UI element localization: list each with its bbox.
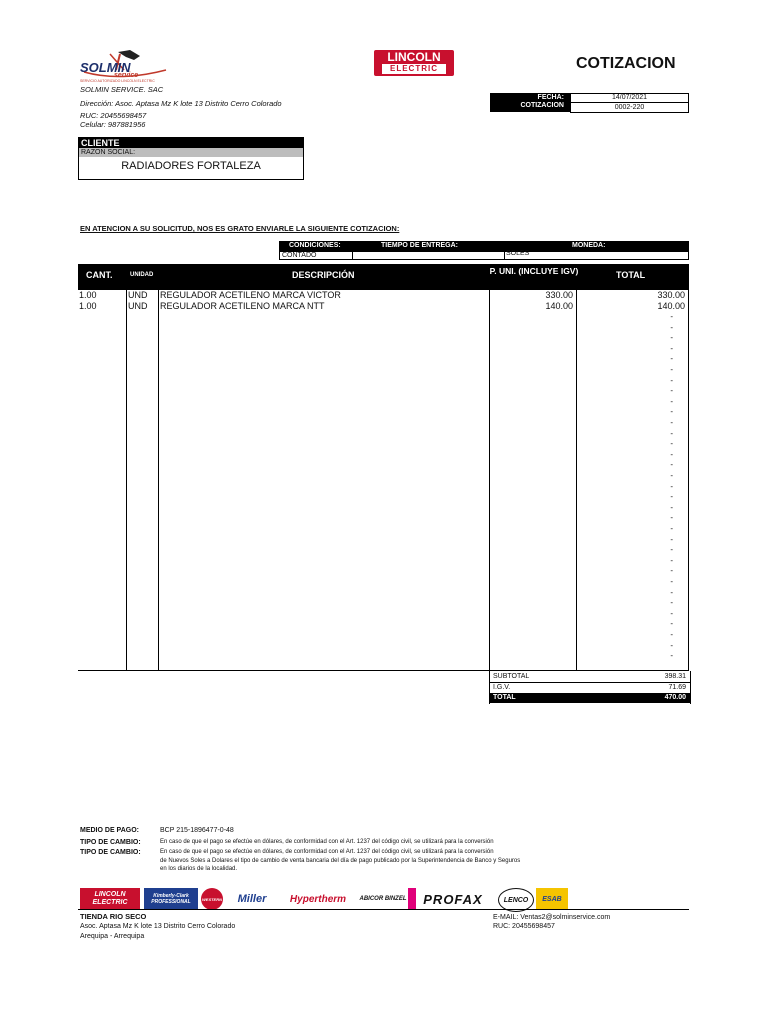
lincoln-logo-line2: ELECTRIC [382, 64, 446, 74]
empty-total-dash: - [670, 439, 673, 449]
intro-text: EN ATENCION A SU SOLICITUD, NOS ES GRATO ENVIARLE LA SIGUIENTE COTIZACION: [80, 224, 400, 233]
footer-address: Asoc. Aptasa Mz K lote 13 Distrito Cerro Colorado [80, 923, 236, 930]
empty-total-dash: - [670, 386, 673, 396]
empty-total-dash: - [670, 460, 673, 470]
empty-total-dash: - [670, 312, 673, 321]
header-puni: P. UNI. (INCLUYE IGV) [489, 266, 579, 276]
brand-binzel: ABICOR BINZEL [358, 888, 416, 910]
tipo-cambio-label-1: TIPO DE CAMBIO: [80, 839, 141, 846]
empty-total-dash: - [670, 354, 673, 364]
logo-tagline: SERVICIO AUTORIZADO LINCOLN ELECTRIC [80, 79, 155, 83]
moneda-label: MONEDA: [572, 242, 606, 249]
row-descripcion: REGULADOR ACETILENO MARCA NTT [160, 301, 325, 311]
footer-store: TIENDA RIO SECO [80, 912, 147, 921]
row-puni: 140.00 [545, 301, 573, 311]
condiciones-value: CONTADO [282, 252, 317, 259]
fecha-label: FECHA: [537, 94, 564, 101]
footer-city: Arequipa - Arrequipa [80, 933, 145, 940]
row-total: 140.00 [657, 301, 685, 311]
empty-total-dash: - [670, 555, 673, 565]
meta-labels [490, 93, 570, 112]
header-unidad: UNIDAD [130, 272, 154, 278]
brand-western: WESTERN [201, 888, 223, 910]
company-ruc: RUC: 20455698457 [80, 111, 147, 120]
header-total: TOTAL [616, 270, 646, 280]
empty-total-dash: - [670, 375, 673, 385]
empty-total-dash: - [670, 524, 673, 533]
razon-social-value: RADIADORES FORTALEZA [121, 160, 261, 172]
tipo-cambio-text-2a: En caso de que el pago se efectúe en dólares, de conformidad con el Art. 1237 del código civil, se utilizará para la conversión [160, 849, 494, 855]
col-divider [126, 290, 127, 670]
empty-total-dash: - [670, 566, 673, 576]
row-unidad: UND [128, 290, 148, 300]
row-total: 330.00 [657, 290, 685, 300]
total-value: 470.00 [664, 694, 686, 701]
lincoln-logo-line1: LINCOLN [387, 50, 441, 64]
empty-total-dash: - [670, 322, 673, 332]
company-name: SOLMIN SERVICE. SAC [80, 85, 164, 94]
empty-total-dash: - [670, 481, 673, 491]
header-cant: CANT. [86, 270, 113, 280]
empty-total-dash: - [670, 343, 673, 353]
col-divider [158, 290, 159, 670]
empty-total-dash: - [670, 396, 673, 406]
footer-divider [78, 909, 689, 910]
razon-social-label: RAZON SOCIAL: [79, 148, 303, 157]
igv-value: 71.69 [668, 684, 686, 691]
document-title: COTIZACION [576, 55, 676, 72]
brand-profax: PROFAX [423, 891, 483, 907]
footer-ruc: RUC: 20455698457 [493, 923, 555, 930]
row-puni: 330.00 [545, 290, 573, 300]
company-phone: Celular: 987881956 [80, 120, 146, 129]
brand-hypertherm: Hypertherm [289, 893, 347, 905]
company-address: Dirección: Asoc. Aptasa Mz K lote 13 Distrito Cerro Colorado [80, 99, 282, 108]
fecha-value: 14/07/2021 [571, 94, 688, 103]
brand-esab: ESAB [536, 888, 568, 910]
empty-total-dash: - [670, 545, 673, 555]
cotizacion-label: COTIZACION [520, 102, 564, 109]
brand-kimberly-clark: Kimberly-Clark PROFESSIONAL [144, 888, 198, 910]
empty-total-dash: - [670, 598, 673, 608]
empty-total-dash: - [670, 365, 673, 374]
medio-pago-value: BCP 215-1896477-0-48 [160, 827, 234, 834]
total-bar [490, 693, 690, 703]
items-table-body [78, 290, 689, 670]
tipo-cambio-label-2: TIPO DE CAMBIO: [80, 849, 141, 856]
tipo-cambio-text-1: En caso de que el pago se efectúe en dólares, de conformidad con el Art. 1237 del código civil, se utilizará para la conversión [160, 839, 494, 845]
header-descripcion: DESCRIPCIÓN [292, 270, 355, 280]
empty-total-dash: - [670, 407, 673, 417]
cotizacion-value: 0002-220 [614, 104, 645, 111]
condiciones-label: CONDICIONES: [289, 242, 341, 249]
empty-total-dash: - [670, 471, 673, 480]
empty-total-dash: - [670, 449, 673, 459]
logo-text: SOLMIN [80, 60, 131, 75]
subtotal-label: SUBTOTAL [493, 673, 530, 680]
empty-total-dash: - [670, 587, 673, 597]
total-label: TOTAL [493, 694, 516, 701]
brand-miller: Miller [237, 893, 267, 905]
empty-total-dash: - [670, 513, 673, 523]
empty-total-dash: - [670, 619, 673, 629]
logo-subtext: service [114, 72, 139, 79]
tiempo-label: TIEMPO DE ENTREGA: [381, 242, 459, 249]
empty-total-dash: - [670, 640, 673, 650]
conditions-divider [504, 252, 505, 259]
col-divider [489, 290, 490, 670]
client-box [78, 137, 304, 180]
empty-total-dash: - [670, 577, 673, 586]
igv-label: I.G.V. [493, 684, 511, 691]
moneda-value: SOLES [506, 250, 530, 257]
totals-line [490, 682, 690, 683]
empty-total-dash: - [670, 492, 673, 502]
totals-box [489, 671, 691, 704]
conditions-values [279, 251, 689, 260]
client-header: CLIENTE [79, 138, 303, 148]
tipo-cambio-text-2c: en los diarios de la localidad. [160, 866, 238, 872]
row-unidad: UND [128, 301, 148, 311]
col-divider [688, 290, 689, 670]
row-descripcion: REGULADOR ACETILENO MARCA VICTOR [160, 290, 341, 300]
tipo-cambio-text-2b: de Nuevos Soles a Dolares el tipo de cambio de venta bancaria del día de pago publicado por la Superintendencia de Banco y Seguros [160, 858, 521, 864]
brand-lincoln: LINCOLN ELECTRIC [80, 888, 140, 910]
brand-lenco: LENCO [498, 888, 534, 912]
empty-total-dash: - [670, 651, 673, 661]
empty-total-dash: - [670, 608, 673, 618]
medio-pago-label: MEDIO DE PAGO: [80, 827, 139, 834]
empty-total-dash: - [670, 534, 673, 544]
empty-total-dash: - [670, 502, 673, 512]
empty-total-dash: - [670, 630, 673, 639]
conditions-header [279, 241, 689, 251]
empty-total-dash: - [670, 418, 673, 427]
row-cant: 1.00 [79, 301, 97, 311]
empty-total-dash: - [670, 333, 673, 343]
items-table-header [78, 264, 689, 290]
col-divider [576, 290, 577, 670]
row-cant: 1.00 [79, 290, 97, 300]
empty-total-dash: - [670, 428, 673, 438]
subtotal-value: 398.31 [664, 673, 686, 680]
footer-email: E-MAIL: Ventas2@solminservice.com [493, 914, 611, 921]
conditions-divider [352, 252, 353, 259]
lincoln-electric-logo [374, 50, 454, 76]
meta-values [570, 93, 689, 113]
meta-box [490, 93, 688, 112]
